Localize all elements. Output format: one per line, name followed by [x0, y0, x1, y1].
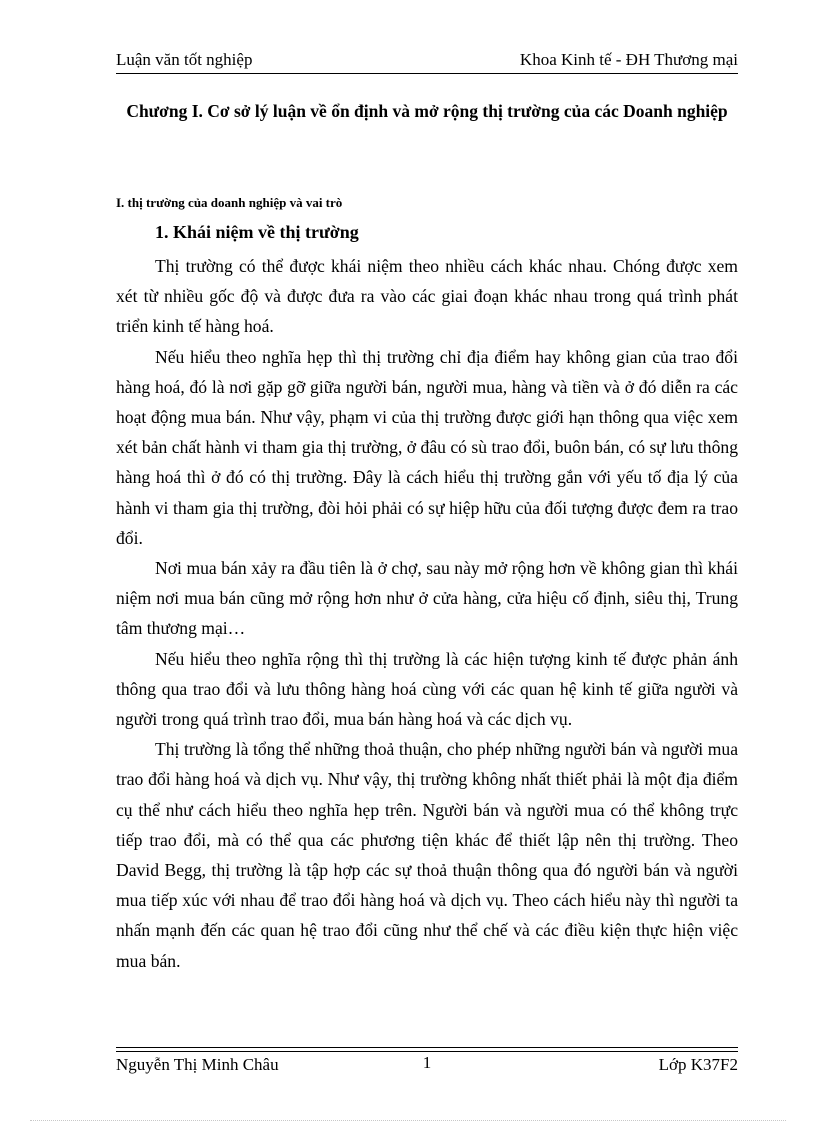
header-faculty-label: Khoa Kinh tế - ĐH Thương mại — [519, 50, 738, 69]
footer-class: Lớp K37F2 — [658, 1055, 738, 1074]
paragraph: Thị trường có thể được khái niệm theo nhiều cách khác nhau. Chóng được xem xét từ nhiều gốc độ và được đưa ra vào các giai đoạn khác nhau trong quá trình phát triển kinh tế hàng hoá. — [116, 256, 738, 337]
page-number: 1 — [422, 1053, 432, 1072]
footer-divider — [116, 1047, 738, 1048]
page-edge — [30, 1120, 786, 1121]
paragraph: Thị trường là tổng thể những thoả thuận, cho phép những người bán và người mua trao đổi hàng hoá và dịch vụ. Như vậy, thị trường không nhất thiết phải là một địa điểm cụ thể như cách hiểu theo nghĩa hẹp trên. Người bán và người mua có thể không trực tiếp trao đổi, mà có thể qua các phương tiện khác để thiết lập nên thị trường. Theo David Begg, thị trường là tập hợp các sự thoả thuận thông qua đó người bán và người mua tiếp xúc với nhau để trao đổi hàng hoá và dịch vụ. Theo cách hiểu này thì người ta nhấn mạnh đến các quan hệ trao đổi cũng như thể chế và các điều kiện thực hiện việc mua bán. — [116, 739, 738, 971]
chapter-title: Chương I. Cơ sở lý luận về ổn định và mở rộng thị trường của các Doanh nghiệp — [126, 101, 728, 121]
page-header — [116, 50, 738, 70]
paragraph: Nếu hiểu theo nghĩa hẹp thì thị trường chỉ địa điểm hay không gian của trao đổi hàng hoá, đó là nơi gặp gỡ giữa người bán, người mua, hàng và tiền và ở đó diễn ra các hoạt động mua bán. Như vậy, phạm vi của thị trường được giới hạn thông qua việc xem xét bản chất hành vi tham gia thị trường, ở đâu có sù trao đổi, buôn bán, có sự lưu thông hàng hoá thì ở đó có thị trường. Đây là cách hiểu thị trường gắn với yếu tố địa lý của hành vi tham gia thị trường, đòi hỏi phải có sự hiệp hữu của đối tượng được đem ra trao đổi. — [116, 346, 738, 548]
paragraph: Nơi mua bán xảy ra đầu tiên là ở chợ, sau này mở rộng hơn về không gian thì khái niệm nơi mua bán cũng mở rộng hơn như ở cửa hàng, cửa hiệu cố định, siêu thị, Trung tâm thương mại… — [116, 558, 738, 639]
paragraph: Nếu hiểu theo nghĩa rộng thì thị trường là các hiện tượng kinh tế được phản ánh thông qua trao đổi và lưu thông hàng hoá cùng với các quan hệ kinh tế giữa người và người trong quá trình trao đổi, mua bán hàng hoá và các dịch vụ. — [116, 648, 738, 730]
header-divider — [116, 73, 738, 74]
body-text — [116, 251, 738, 976]
sub-heading: 1. Khái niệm về thị trường — [155, 222, 359, 242]
page-footer — [116, 1054, 738, 1076]
footer-author: Nguyễn Thị Minh Châu — [116, 1055, 279, 1074]
header-thesis-label: Luận văn tốt nghiệp — [116, 50, 253, 69]
section-heading: I. thị trường của doanh nghiệp và vai trò — [116, 195, 343, 210]
